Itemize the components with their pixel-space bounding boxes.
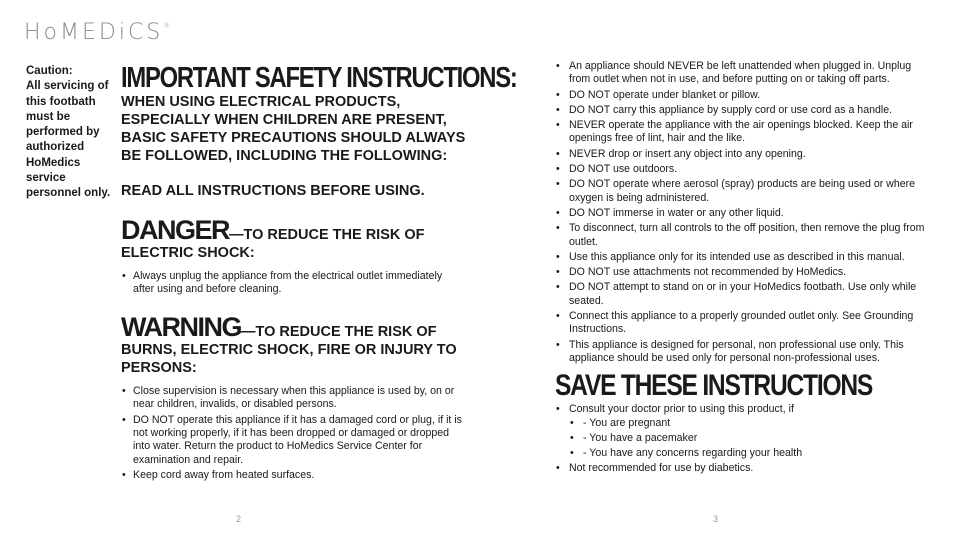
- list-item: • Use this appliance only for its intended use as described in this manual.: [555, 251, 935, 264]
- list-item: [555, 403, 935, 460]
- list-item: • DO NOT operate under blanket or pillow.: [555, 89, 935, 102]
- consult-list: [555, 403, 935, 475]
- list-item: • Close supervision is necessary when this appliance is used by, on or near children, invalids, or disabled persons.: [121, 385, 466, 412]
- safety-subtitle: WHEN USING ELECTRICAL PRODUCTS, ESPECIALLY WHEN CHILDREN ARE PRESENT, BASIC SAFETY PRECAUTIONS SHOULD ALWAYS BE FOLLOWED, INCLUDING THE FOLLOWING:: [121, 94, 466, 164]
- danger-text: —TO REDUCE THE RISK OF ELECTRIC SHOCK:: [121, 227, 425, 261]
- condition-item: • - You have any concerns regarding your health: [569, 447, 935, 460]
- list-item: • DO NOT carry this appliance by supply cord or use cord as a handle.: [555, 104, 935, 117]
- list-item: • NEVER operate the appliance with the air openings blocked. Keep the air openings free of lint, hair and the like.: [555, 119, 935, 146]
- list-item: • DO NOT attempt to stand on or in your HoMedics footbath. Use only while seated.: [555, 281, 935, 308]
- condition-item: • - You are pregnant: [569, 417, 935, 430]
- list-item: • This appliance is designed for personal, non professional use only. This appliance should be used only for personal non-professional uses.: [555, 339, 935, 366]
- list-item: • DO NOT operate where aerosol (spray) products are being used or where oxygen is being administered.: [555, 178, 935, 205]
- list-item: • An appliance should NEVER be left unattended when plugged in. Unplug from outlet when not in use, and before putting on or taking off parts.: [555, 60, 935, 87]
- warning-text: —TO REDUCE THE RISK OF BURNS, ELECTRIC SHOCK, FIRE OR INJURY TO PERSONS:: [121, 323, 457, 376]
- list-item: • Keep cord away from heated surfaces.: [121, 469, 466, 482]
- list-item: • DO NOT immerse in water or any other liquid.: [555, 207, 935, 220]
- warning-list: [121, 385, 466, 483]
- list-item: • Always unplug the appliance from the electrical outlet immediately after using and before cleaning.: [121, 270, 466, 297]
- danger-list: [121, 270, 466, 297]
- condition-item: • - You have a pacemaker: [569, 432, 935, 445]
- list-item: • Connect this appliance to a properly grounded outlet only. See Grounding Instructions.: [555, 310, 935, 337]
- list-item: • DO NOT operate this appliance if it has a damaged cord or plug, if it is not working properly, if it has been dropped or damaged or dropped into water. Return the product to HoMedics Service Center for examination and repair.: [121, 414, 466, 467]
- page-number-left: 2: [236, 514, 242, 524]
- page-title: IMPORTANT SAFETY INSTRUCTIONS:: [121, 62, 517, 94]
- page-number-right: 3: [713, 514, 719, 524]
- left-page: [121, 62, 517, 485]
- list-item: • NEVER drop or insert any object into any opening.: [555, 148, 935, 161]
- caution-note: Caution: All servicing of this footbath must be performed by authorized HoMedics service personnel only.: [26, 65, 111, 200]
- read-all-instructions: READ ALL INSTRUCTIONS BEFORE USING.: [121, 183, 425, 199]
- list-item: • Not recommended for use by diabetics.: [555, 462, 935, 475]
- warning-heading: [121, 311, 466, 377]
- warning-keyword: WARNING: [121, 311, 241, 342]
- list-item: • DO NOT use attachments not recommended by HoMedics.: [555, 266, 935, 279]
- danger-heading: [121, 215, 466, 262]
- registered-mark: ®: [163, 22, 171, 30]
- save-instructions-heading: SAVE THESE INSTRUCTIONS: [555, 369, 873, 403]
- safety-list: [555, 60, 935, 365]
- right-page: [555, 60, 935, 478]
- danger-keyword: DANGER: [121, 215, 230, 245]
- list-item: • DO NOT use outdoors.: [555, 163, 935, 176]
- condition-list: [569, 417, 935, 461]
- brand-logo: HoMEDiCS®: [24, 20, 171, 45]
- list-item: • To disconnect, turn all controls to the off position, then remove the plug from outlet.: [555, 222, 935, 249]
- consult-text: Consult your doctor prior to using this product, if: [569, 403, 794, 416]
